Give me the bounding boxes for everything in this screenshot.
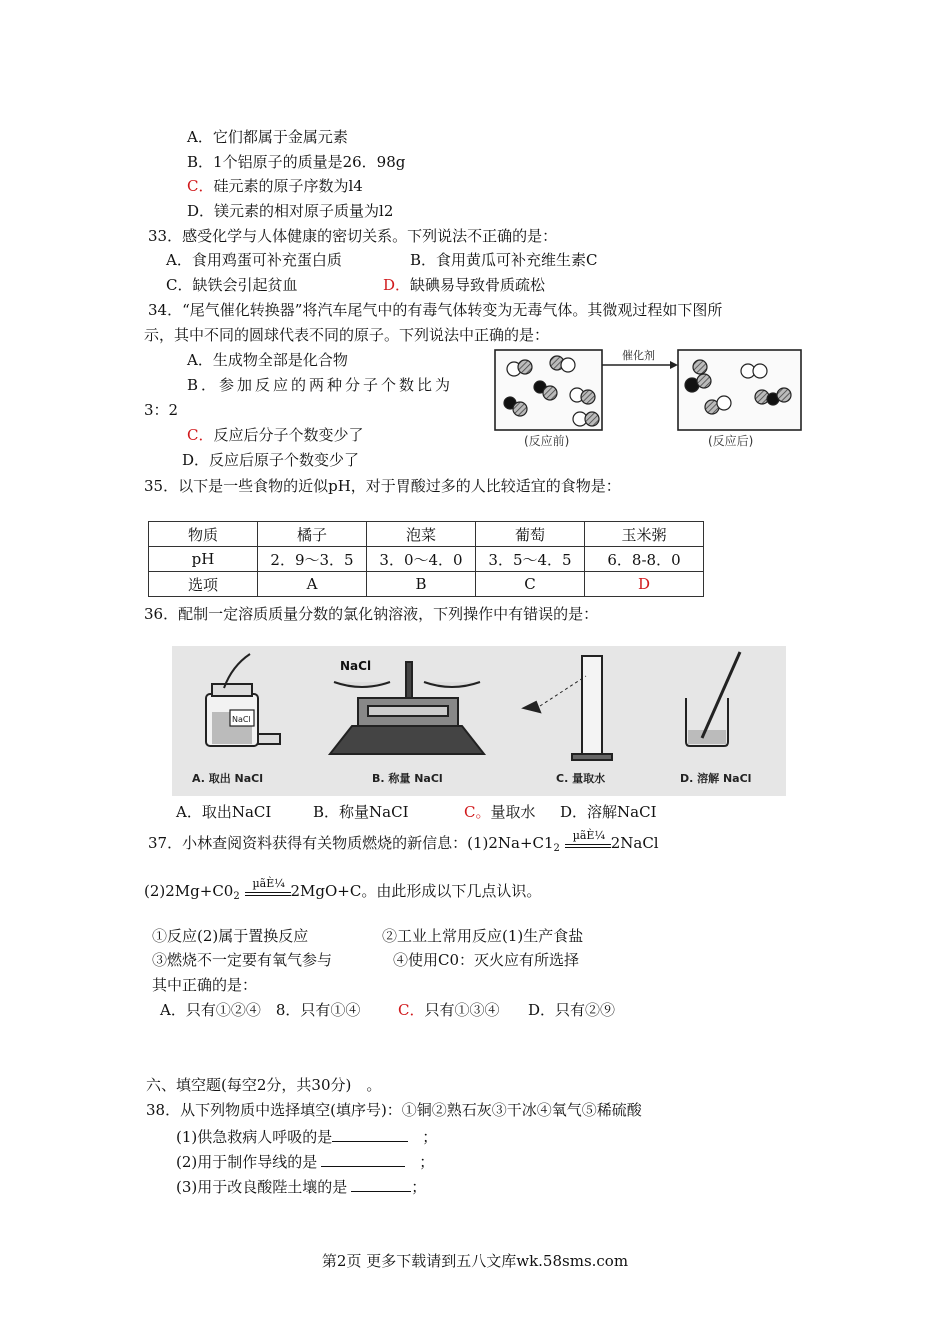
q38-part-1 — [176, 1126, 437, 1147]
jar-label: NaCl — [232, 715, 251, 724]
q36-option-b: B．称量NaCI — [313, 803, 409, 821]
q36-option-a: A．取出NaCI — [176, 803, 272, 821]
table-row — [149, 522, 704, 547]
q37-option-d: D．只有②⑨ — [528, 1001, 616, 1019]
table-cell: 物质 — [149, 522, 258, 547]
q33-option-a: A．食用鸡蛋可补充蛋白质 — [166, 251, 342, 269]
answer-cell: D — [585, 572, 704, 597]
q32-option-d: D．镁元素的相对原子质量为l2 — [187, 202, 394, 220]
q33-option-d — [383, 275, 545, 295]
q34-option-b: B．参加反应的两种分子个数比为 — [187, 376, 454, 394]
table-row — [149, 572, 704, 597]
q34-stem-line2: 示，其中不同的圆球代表不同的原子。下列说法中正确的是： — [144, 326, 550, 344]
solution-prep-figure — [172, 646, 786, 796]
table-cell: 3．0～4．0 — [367, 547, 476, 572]
table-cell: B — [367, 572, 476, 597]
q37-ask: 其中正确的是： — [152, 976, 258, 994]
option-text: 量取水 — [490, 803, 536, 821]
q37-statement-4: ④使用C0：灭火应有所选择 — [393, 951, 580, 969]
table-cell: 玉米粥 — [585, 522, 704, 547]
product: 2MgO+C。由此形成以下几点认识。 — [290, 882, 542, 900]
answer-letter: C． — [187, 426, 214, 444]
fig-label-d: D. 溶解 NaCl — [680, 772, 752, 785]
answer-blank[interactable] — [332, 1126, 408, 1142]
q37-options-ab: A．只有①②④ 8．只有①④ — [160, 1001, 361, 1019]
option-text: 反应后分子个数变少了 — [213, 426, 364, 444]
equation-lhs: (2)2Mg+C0 — [144, 882, 234, 900]
page-footer: 第2页 更多下载请到五八文库wk.58sms.com — [321, 1252, 629, 1270]
q37-equation-1 — [148, 829, 659, 859]
product: 2NaCl — [610, 834, 659, 852]
subscript: 2 — [553, 843, 560, 854]
reaction-condition: µãÈ¼ — [572, 829, 606, 842]
q38-part-3 — [176, 1176, 426, 1197]
q36-stem: 36．配制一定溶质质量分数的氯化钠溶液，下列操作中有错误的是： — [144, 605, 599, 623]
q35-stem: 35．以下是一些食物的近似pH，对于胃酸过多的人比较适宜的食物是： — [144, 477, 621, 495]
q34-option-a: A．生成物全部是化合物 — [187, 351, 348, 369]
table-cell: 选项 — [149, 572, 258, 597]
table-cell: C — [476, 572, 585, 597]
after-label: (反应后) — [708, 434, 754, 448]
prompt: (2)用于制作导线的是 — [176, 1153, 318, 1171]
q34-stem-line1: 34．“尾气催化转换器”将汽车尾气中的有毒气体转变为无毒气体。其微观过程如下图所 — [148, 301, 723, 319]
q34-option-d: D．反应后原子个数变少了 — [182, 451, 360, 469]
ph-table — [148, 521, 704, 597]
before-label: (反应前) — [524, 434, 570, 448]
q32-option-c — [187, 176, 363, 196]
option-text: 只有①③④ — [424, 1001, 500, 1019]
option-text: 缺碘易导致骨质疏松 — [410, 276, 546, 294]
answer-letter: C． — [398, 1001, 425, 1019]
q36-option-d: D．溶解NaCI — [560, 803, 657, 821]
table-cell: 葡萄 — [476, 522, 585, 547]
q32-option-b: B．1个铝原子的质量是26．98g — [187, 153, 406, 171]
table-cell: pH — [149, 547, 258, 572]
q34-option-b-ratio: 3：2 — [144, 401, 179, 419]
reaction-diagram — [492, 345, 804, 453]
table-cell: 3．5～4．5 — [476, 547, 585, 572]
q37-equation-2 — [144, 877, 542, 907]
table-cell: A — [258, 572, 367, 597]
balance-label: NaCl — [340, 659, 372, 673]
option-text: 硅元素的原子序数为l4 — [213, 177, 363, 195]
prompt: (1)供急救病人呼吸的是 — [176, 1128, 333, 1146]
table-cell: 橘子 — [258, 522, 367, 547]
q36-option-c — [464, 802, 536, 822]
q33-stem: 33．感受化学与人体健康的密切关系。下列说法不正确的是： — [148, 227, 558, 245]
q37-statement-3: ③燃烧不一定要有氧气参与 — [152, 951, 333, 969]
answer-letter: C． — [187, 177, 214, 195]
table-cell: 2．9～3．5 — [258, 547, 367, 572]
punct: ； — [422, 1128, 438, 1146]
q32-option-a: A．它们都属于金属元素 — [187, 128, 348, 146]
answer-letter: C。 — [464, 803, 491, 821]
table-row — [149, 547, 704, 572]
reaction-arrow — [565, 829, 611, 854]
fig-label-a: A. 取出 NaCl — [192, 772, 264, 785]
answer-blank[interactable] — [351, 1176, 411, 1192]
section-title: 六、填空题(每空2分，共30分) 。 — [146, 1076, 382, 1094]
table-cell: 泡菜 — [367, 522, 476, 547]
answer-letter: D． — [383, 276, 411, 294]
q37-stem: 37．小林查阅资料获得有关物质燃烧的新信息：(1)2Na+C1 — [148, 834, 554, 852]
q38-part-2 — [176, 1151, 434, 1172]
punct: ； — [411, 1178, 427, 1196]
q33-option-b: B．食用黄瓜可补充维生素C — [410, 251, 598, 269]
subscript: 2 — [233, 891, 240, 902]
reaction-condition: µãÈ¼ — [252, 877, 285, 890]
answer-blank[interactable] — [321, 1151, 405, 1167]
q37-option-c — [398, 1000, 500, 1020]
q37-statement-2: ②工业上常用反应(1)生产食盐 — [382, 927, 584, 945]
q34-option-c — [187, 425, 364, 445]
q33-option-c: C．缺铁会引起贫血 — [166, 276, 298, 294]
reaction-arrow — [245, 877, 291, 902]
q38-stem: 38．从下列物质中选择填空(填序号)：①铜②熟石灰③干冰④氧气⑤稀硫酸 — [146, 1101, 642, 1119]
punct: ； — [419, 1153, 435, 1171]
table-cell: 6．8-8．0 — [585, 547, 704, 572]
catalyst-label: 催化剂 — [622, 349, 655, 362]
fig-label-b: B. 称量 NaCl — [372, 772, 443, 785]
q37-statement-1: ①反应(2)属于置换反应 — [152, 927, 309, 945]
fig-label-c: C. 量取水 — [556, 772, 606, 785]
prompt: (3)用于改良酸陛土壤的是 — [176, 1178, 348, 1196]
